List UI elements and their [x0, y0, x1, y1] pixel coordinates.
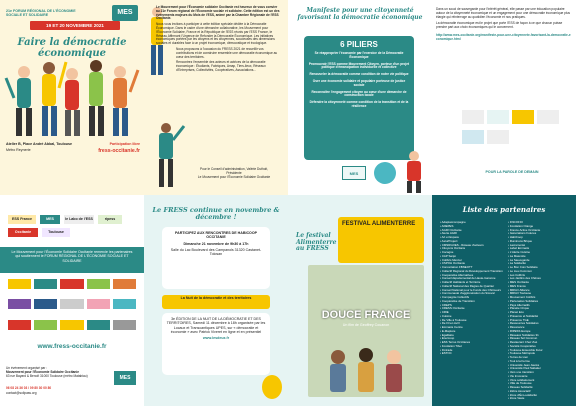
- mes-logo-bottom: MES: [114, 371, 136, 385]
- piliers-box: [304, 36, 414, 160]
- film-poster: [308, 265, 424, 397]
- partner-list-item: • Zèbre Associatif: [508, 388, 531, 393]
- partner-list-item: • AGIR Occitanie: [440, 227, 462, 232]
- film-people: [318, 345, 414, 393]
- partner-list-item: • Les Jardins des Chênes: [508, 276, 541, 281]
- partner-list-item: • Ressources Solidaires: [508, 321, 539, 326]
- partner-list-item: • L'Alerte Cuisine: [508, 250, 530, 254]
- partner-list-item: • Collectif Habitants et Territoire: [440, 280, 481, 284]
- event1-card: [162, 227, 270, 289]
- partner-list-item: • Communauté d'agglomération du Sicoval: [440, 291, 495, 296]
- venue: Atelier B, Place André Abbal, Toulouse: [6, 142, 72, 146]
- mes-logo: MES: [112, 5, 138, 21]
- org-address: 63 rue Bayard & Benoît 31000 Toulouse (métro Matabiau): [6, 374, 88, 378]
- partner-list-item: • Coopérative de Transition: [440, 298, 475, 303]
- org-mail[interactable]: contact@solipass.org: [6, 391, 37, 395]
- event1-date: Dimanche 21 novembre de 9h30 à 17h: [183, 241, 249, 246]
- partner-list-item: • Zone Vaste: [508, 396, 525, 401]
- partner-list-item: • AsturProject: [440, 238, 458, 243]
- small-logo: [537, 110, 559, 124]
- cover-top: [0, 0, 144, 195]
- partner-list-item: • Art et Espace: [440, 235, 460, 239]
- right-panel: [432, 0, 576, 406]
- nuit-card: [162, 313, 270, 375]
- pilier-5: Reconnaître l'engagement citoyen au cœur d'une démarche de construction locale: [311, 89, 407, 98]
- crowd-illustration: [4, 58, 140, 138]
- partner-list-item: • Conseil départemental de Haute-Garonne: [440, 276, 496, 281]
- partner-list-item: • Générations Futures: [508, 231, 537, 236]
- partner-list-item: • Fondation Tibet: [440, 343, 462, 348]
- logo-labo: le Labo de l'ESS: [64, 215, 94, 224]
- partner-list-item: • Pays Alternatifs: [508, 302, 530, 307]
- sponsor-logo: [8, 279, 31, 289]
- partner-list-item: • Université Jean Jaurès: [508, 362, 540, 367]
- partner-list-item: • CRESS Occitanie: [440, 306, 465, 311]
- partner-list-item: • Illuminons Brique: [508, 238, 532, 243]
- partner-list-item: • Partenaires Solidaires: [508, 298, 539, 303]
- mes-logo-small: MES: [342, 166, 366, 180]
- sponsor-logo: [113, 299, 136, 309]
- sponsor-logo: [87, 299, 110, 309]
- small-logo: [487, 130, 509, 144]
- piliers-heading: 6 PILIERS: [340, 40, 378, 49]
- sponsor-logo: [34, 279, 57, 289]
- partner-list-item: • Emmaüs Centre: [440, 325, 463, 329]
- partner-list-item: • Fintrade: [440, 347, 453, 352]
- partner-list-item: • Société Coopérative: [508, 343, 536, 348]
- partner-list-item: • Toulouse Ensemble Futur: [508, 347, 543, 352]
- partner-list-item: • Cuisine: [440, 313, 452, 318]
- partner-list-item: • Résonance: [508, 325, 525, 329]
- small-logo: [512, 110, 534, 124]
- pilier-4: Oser une économie solidaire et populaire porteuse de justice sociale: [312, 78, 406, 87]
- partner-list-item: • CMSRGOES - Réseau d'acteurs: [440, 242, 484, 247]
- partner-list-item: • Alerte AGRI: [440, 231, 457, 236]
- partner-list-item: • CAP Sanjé: [440, 253, 456, 258]
- pilier-6: Défendre la citoyenneté comme condition de la transition et de la résilience: [309, 100, 409, 108]
- partner-list-item: • MES Occitanie: [508, 280, 529, 284]
- festival-heading: Le festival Alimenterre au FRESS: [296, 232, 337, 253]
- partner-list-item: • La Sauvegarde: [508, 257, 530, 262]
- partner-list-item: • Cooperative Alternatives: [440, 272, 474, 277]
- logo-occitanie: Occitanie: [8, 228, 38, 237]
- sponsor-logo: [87, 279, 110, 289]
- partner-list-item: • Cocagne: [440, 250, 454, 254]
- partner-list-item: • Citoyens Occitans: [440, 246, 466, 251]
- sponsor-logo: [60, 320, 83, 330]
- film-subtitle: Un film de Geoffrey Couanon: [342, 323, 390, 327]
- manifeste-title: Manifeste pour une citoyenneté favorisant la démocratie économique: [297, 7, 423, 21]
- bottom-left-figure: [146, 120, 186, 190]
- right-text-2: La démocratie économique est le projet que porte l'ESS de façon à ce que chacun puisse prendre part aux choix économiques qui le concernent.: [436, 21, 563, 30]
- partner-list-item: • Enercoop: [440, 336, 455, 341]
- dates-banner: 19 ET 20 NOVEMBRE 2021: [30, 21, 120, 30]
- partner-list-item: • ADEPES: [440, 223, 454, 228]
- partner-list-item: • Toulouse Métropole: [508, 351, 535, 356]
- partner-list-item: • Egalitaire: [440, 332, 454, 337]
- partner-list-item: • Réseau Solidarité: [508, 385, 533, 389]
- participation: Participation libre: [109, 142, 140, 146]
- partner-list-item: • Vers une transition: [508, 370, 534, 374]
- sponsor-logo: [34, 299, 57, 309]
- partner-list-item: • Adaptaccompagne: [440, 220, 466, 224]
- intro-p3: Nous proposons à l'occasion du FRESS 2021 de recueillir vos contributions et de construire ensemble une démocratie économique au cœur des territoires.: [176, 46, 278, 59]
- org-intro: Un événement organisé par :: [6, 366, 48, 370]
- nuit-title: La Nuit de la démocratie et des territoires: [180, 296, 252, 300]
- manifeste-link[interactable]: http://www.mes-occitanie.org/manifeste-pour-une-citoyennete-favorisant-la-democratie-economique.html: [436, 32, 571, 41]
- partner-list-item: • Ville de Toulouse: [508, 381, 532, 386]
- fress-site[interactable]: www.fress-occitanie.fr: [37, 343, 107, 350]
- fress-continue-panel: [144, 195, 288, 406]
- logo-ess-france: ESS France: [8, 215, 36, 224]
- partner-list-item: • E-Mapture: [440, 328, 456, 333]
- partners-list-panel: [432, 195, 576, 406]
- right-text-1: Dans un souci de sauvegarde pour l'intérêt général, elle passe par une éducation populaire autour de la citoyenneté économique et un engagement pour une démocratie économique plus élargie qui réinterroge au quotidien l'économie et nos pratiques.: [436, 7, 570, 19]
- manifeste-right-text: [436, 8, 572, 42]
- partner-list-item: • France Active Occitanie: [508, 227, 541, 232]
- partner-list-item: • Vivre solidairement: [508, 377, 535, 382]
- partners-list-heading: Liste des partenaires: [462, 205, 546, 214]
- partner-list-item: • Tout à la Ferme: [508, 358, 530, 363]
- partner-list-item: • Les Colibris: [508, 272, 525, 277]
- partner-list-item: • Concertation FBNEOTT: [440, 265, 473, 269]
- nuit-site[interactable]: www.lesdeux.fr: [202, 336, 230, 341]
- partner-list-item: • CRIE: [440, 310, 449, 314]
- partner-list-item: • ESTOC: [440, 351, 452, 356]
- partner-list-item: • CREPS: [440, 302, 452, 307]
- partner-list-item: • Collectif Régional du Développement Transition: [440, 268, 503, 273]
- intro-p1: Le Mouvement pour l'Économie solidaire Occitanie est heureux de vous convier au 21e Forum régional de l'Économie sociale et solidaire. Cette édition est un des événements majeurs du Mois de l'ESS, animé par la Chambre Régionale de l'ESS Occitanie.: [156, 5, 280, 21]
- sponsor-logo: [8, 299, 31, 309]
- decor-circle: [262, 375, 282, 399]
- logo-mes: MES: [40, 215, 60, 224]
- partner-list-item: • Le Lieu Commun: [508, 268, 532, 273]
- partner-list-item: • La Mascotte: [508, 253, 526, 258]
- intro-text: [156, 6, 280, 73]
- venue-sub: Métro Reynerie: [6, 148, 31, 152]
- small-logo: [462, 110, 484, 124]
- partner-list-item: • Zone d'Éco-solidarité: [508, 392, 537, 397]
- intro-p4: Rencontrez l'ensemble des acteurs et actrices de la démocratie économique : Étudiants, Fabriques, Amap, Tiers-lieux, Réseaux d'Entreprises, Collectivités, Coopératives, Associations...: [176, 60, 266, 72]
- partner-list-item: • RIPESS Europe: [508, 328, 531, 333]
- pilier-3: Renouveler la démocratie comme condition de notre vie politique: [309, 72, 409, 77]
- fress-continue-heading: Le FRESS continue en novembre & décembre !: [152, 206, 280, 221]
- thanks-text: Le Mouvement pour l'Économie Solidaire Occitanie remercie les partenaires qui soutiennent le FORUM RÉGIONAL DE L'ÉCONOMIE SOCIALE ET SOLIDAIRE: [11, 250, 133, 263]
- event1-title: PARTICIPEZ AUX RENCONTRES DE HABICOOP OCCITANIE: [174, 231, 258, 240]
- small-logos: [462, 110, 566, 146]
- partner-list-item: • Présence TGE: [508, 317, 529, 322]
- partner-list-item: • Fondation Orange: [508, 223, 534, 228]
- event1-place: Salle du Lac Boulevard des Campanols 31320 Castanet-Tolosan: [170, 247, 262, 257]
- nuit-text: 3e ÉDITION DE LA NUIT DE LA DÉMOCRATIE ET DES TERRITOIRES, Samedi 11 décembre à 18h organisée par les Locaux et Transcantiques UPES, sur « démocratie et économie » avec Patrick Viveret en ligne et en présentiel: [166, 317, 266, 334]
- decor-circle: [374, 162, 396, 184]
- partner-logos: [8, 215, 136, 237]
- partner-list-item: • ESS Terres Occitanes: [440, 340, 471, 344]
- sponsor-logo: [60, 299, 83, 309]
- partner-list-item: • Réseau Sol Commun: [508, 336, 538, 341]
- partner-list-item: • Colibris Mercier: [440, 257, 462, 262]
- partner-list-item: • CSPOH Occitanie: [440, 261, 465, 266]
- partner-list-item: • Université Paul Sabatier: [508, 366, 541, 371]
- partner-list-item: • Le Bon Coin Solidaire: [508, 265, 538, 269]
- partner-list-item: • De Ville à Toulouse: [440, 317, 467, 322]
- partner-list-item: • HabiCoop: [508, 235, 523, 239]
- sponsor-logo: [8, 320, 31, 330]
- right-figure: [396, 150, 432, 194]
- partner-list-item: • Lacremonté: [508, 242, 526, 247]
- cover-title: Faire la démocratie économique: [17, 37, 127, 59]
- partner-list-item: • Compagnie Collectifs: [440, 295, 470, 299]
- partner-list-item: • Terres de Lien: [508, 355, 529, 359]
- partner-list-item: • Planet Eco: [508, 310, 524, 314]
- parole-line: POUR LA PAROLE DE DEMAIN: [485, 170, 539, 174]
- partner-list-item: • FNCOFIO: [508, 220, 523, 224]
- partners-list-col2: [508, 221, 572, 401]
- partner-list-item: • La Solidarité: [508, 261, 526, 266]
- signature-block: [194, 168, 274, 179]
- partner-list-item: • Label Emmaüs: [508, 246, 530, 251]
- small-logo: [462, 130, 484, 144]
- sponsor-logo: [113, 279, 136, 289]
- sponsor-logo: [87, 320, 110, 330]
- forum-line: 21e FORUM RÉGIONAL DE L'ÉCONOMIE SOCIALE ET SOLIDAIRE: [6, 9, 76, 18]
- intro-p6: Le Mouvement pour l'Économie Solidaire Occitanie: [197, 174, 271, 179]
- nuit-badge: [162, 295, 270, 309]
- org-name: Mouvement pour l'Économie Solidaire Occitanie: [6, 370, 80, 374]
- pilier-2: Promouvoir l'ESS comme Mouvement Citoyen, porteur d'un projet politique d'émancipation individuelle et collective: [308, 61, 410, 70]
- org-tel: 06 08 24 36 03 / 09 80 30 00 80: [6, 386, 52, 390]
- partner-list-item: • Planète Cirque: [508, 306, 529, 311]
- intro-p5: Pour le Conseil d'administration, Valérie Duthoit, Présidente: [199, 167, 269, 175]
- partner-list-item: • MRGO Alliance: [508, 287, 530, 292]
- film-title: DOUCE FRANCE: [321, 309, 411, 321]
- thanks-banner: [0, 247, 144, 273]
- partner-list-item: • MRGO Toulouse: [508, 291, 532, 296]
- partner-list-item: • Mouvement Colibris: [508, 295, 536, 299]
- partner-list-item: • Conseil National pour le Fonds des Chômeurs: [440, 287, 501, 292]
- festival-panel: [288, 195, 432, 406]
- partner-list-item: • Vie Innovante: [508, 373, 528, 378]
- intro-p2: Nous vous invitons à participer à cette édition spéciale dédiée à la Démocratie Économique. Dans le cadre d'une démarche collaborative, les Mouvement pour l'Économie Solidaire, France et la République de l'ESS réunis par l'ESS France, le Réseau Affirmant l'Urgence de Refonder la Démocratie Économique. Les initiatives économiques portées par les citoyens et les citoyennes, soucieuses des dimensions sociales et durables face à un projet économique, démocratique et écologique.: [156, 22, 275, 46]
- intro-panel: [144, 0, 288, 406]
- sponsor-logo: [60, 279, 83, 289]
- sponsor-logo: [113, 320, 136, 330]
- festival-poster-title: FESTIVAL ALIMENTERRE: [342, 221, 416, 227]
- festival-poster: [338, 217, 424, 263]
- partners-left-panel: [0, 195, 144, 406]
- partners-list-col1: [440, 221, 504, 356]
- partner-list-item: • Restaurant Chez Zoé: [508, 340, 538, 344]
- partner-list-item: • Présence et Solidarité: [508, 313, 539, 318]
- logo-toulouse: Toulouse: [42, 228, 70, 237]
- logo-ripess: ripess: [98, 215, 122, 224]
- partner-list-item: • Réseaux Solidaires 31: [508, 332, 539, 337]
- pilier-1: Se réapproprier l'économie par l'exercice de la Démocratie Économique: [314, 51, 404, 59]
- small-logo: [487, 110, 509, 124]
- partner-list-item: • Collectif National des Régies de Quartier: [440, 283, 495, 288]
- manifeste-panel: [288, 0, 432, 406]
- partner-list-item: • De Fil en Avril: [440, 321, 460, 326]
- partner-list-item: • MES France: [508, 283, 526, 288]
- cover-panel: [0, 0, 144, 406]
- cover-site[interactable]: fress-occitanie.fr: [98, 148, 140, 154]
- sponsor-logo: [34, 320, 57, 330]
- sponsor-logo-grid: [8, 279, 136, 337]
